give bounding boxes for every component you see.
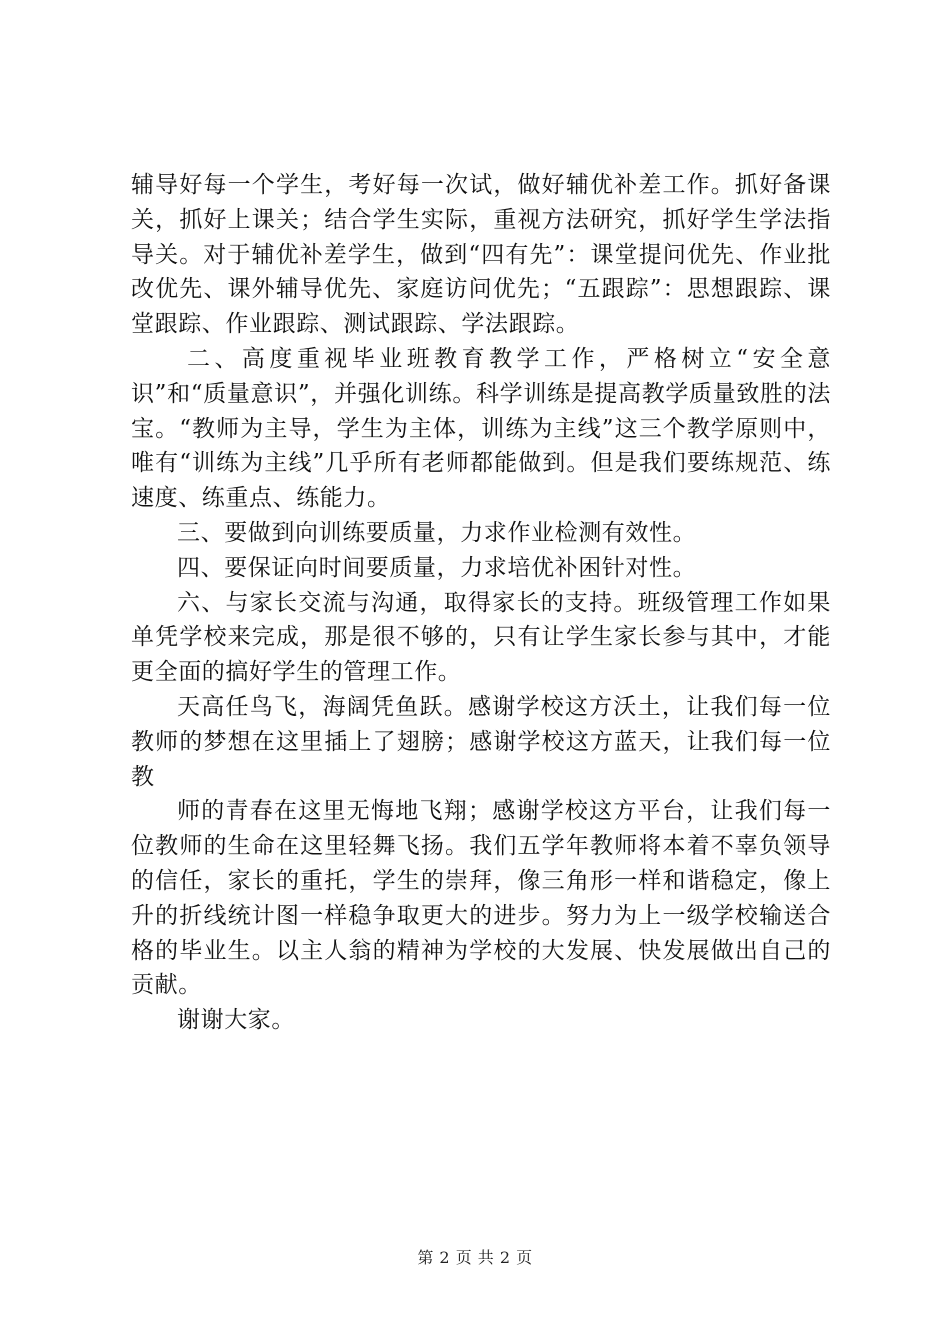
paragraph-1: 辅导好每一个学生，考好每一次试，做好辅优补差工作。抓好备课关，抓好上课关；结合学生实际，重视方法研究，抓好学生学法指导关。对于辅优补差学生，做到“四有先”：课堂提问优先、作业批改优先、课外辅导优先、家庭访问优先；“五跟踪”：思想跟踪、课堂跟踪、作业跟踪、测试跟踪、学法跟踪。 [131,172,831,338]
paragraph-6: 天高任鸟飞，海阔凭鱼跃。感谢学校这方沃土，让我们每一位教师的梦想在这里插上了翅膀；感谢学校这方蓝天，让我们每一位教 [131,693,831,790]
paragraph-5: 六、与家长交流与沟通，取得家长的支持。班级管理工作如果单凭学校来完成，那是很不够的，只有让学生家长参与其中，才能更全面的搞好学生的管理工作。 [131,589,831,686]
paragraph-3: 三、要做到向训练要质量，力求作业检测有效性。 [177,519,697,546]
page-number-footer: 第 2 页 共 2 页 [417,1248,533,1267]
paragraph-4: 四、要保证向时间要质量，力求培优补困针对性。 [177,554,697,581]
paragraph-2: 二、高度重视毕业班教育教学工作，严格树立“安全意识”和“质量意识”，并强化训练。科学训练是提高教学质量致胜的法宝。“教师为主导，学生为主体，训练为主线”这三个教学原则中，唯有“训练为主线”几乎所有老师都能做到。但是我们要练规范、练速度、练重点、练能力。 [131,345,831,512]
paragraph-8: 谢谢大家。 [177,1007,295,1034]
paragraph-7: 师的青春在这里无悔地飞翔；感谢学校这方平台，让我们每一位教师的生命在这里轻舞飞扬。我们五学年教师将本着不辜负领导的信任，家长的重托，学生的崇拜，像三角形一样和谐稳定，像上升的折线统计图一样稳争取更大的进步。努力为上一级学校输送合格的毕业生。以主人翁的精神为学校的大发展、快发展做出自己的贡献。 [131,798,831,999]
document-body [131,168,831,1038]
